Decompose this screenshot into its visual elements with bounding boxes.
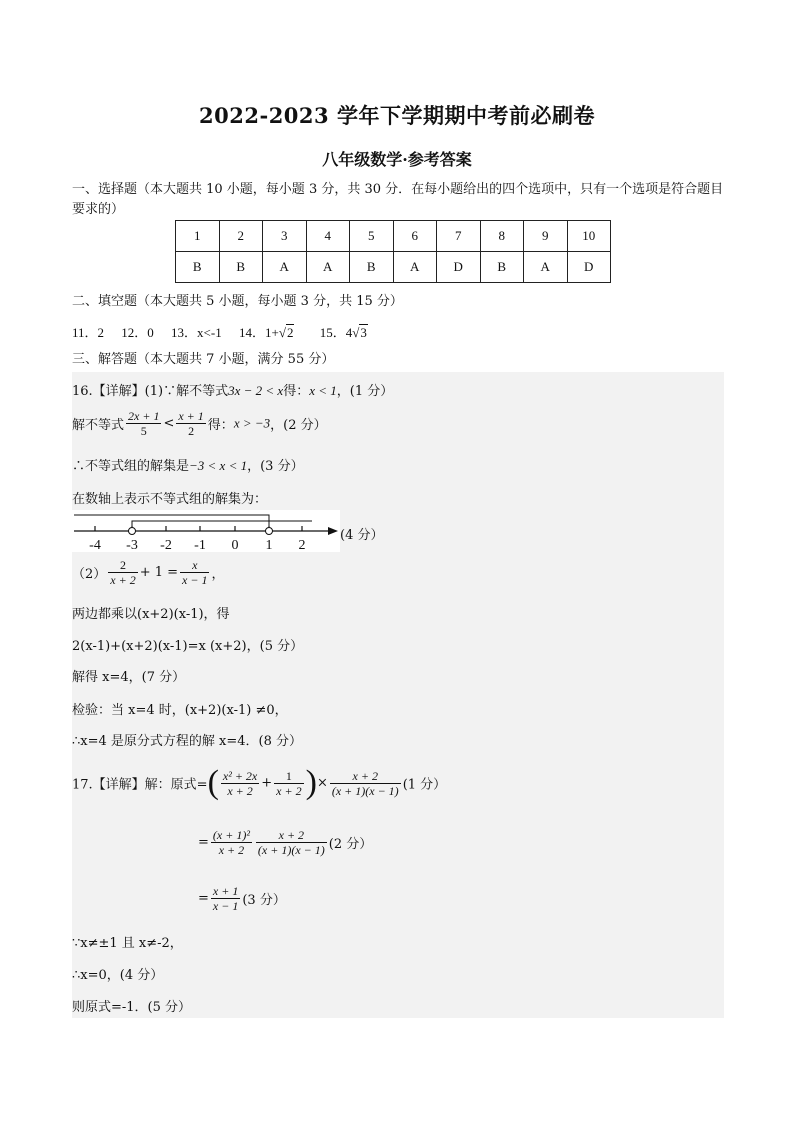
answer-12: 12．0 — [121, 325, 154, 340]
table-cell: 9 — [524, 221, 568, 252]
answer-13: 13．x<-1 — [171, 325, 222, 340]
table-cell: A — [393, 252, 437, 283]
number-line — [72, 510, 372, 552]
q16-line4: 在数轴上表示不等式组的解集为： — [72, 492, 268, 507]
q17-line4: ∵x≠±1 且 x≠-2， — [72, 936, 183, 951]
tick-label: 2 — [298, 538, 306, 552]
q16-line9: 解得 x=4，(7 分） — [72, 670, 186, 685]
tick-label: 1 — [265, 538, 273, 552]
page-title: 2022-2023 学年下学期期中考前必刷卷 — [199, 103, 595, 128]
table-cell: D — [437, 252, 481, 283]
section2-heading: 二、填空题（本大题共 5 小题，每小题 3 分，共 15 分） — [72, 294, 403, 309]
table-cell: 6 — [393, 221, 437, 252]
table-cell: A — [306, 252, 350, 283]
fill-in-answers — [72, 322, 396, 341]
table-cell: A — [524, 252, 568, 283]
tick-label: -3 — [126, 538, 138, 552]
answer-table-answer-row — [176, 252, 611, 283]
table-cell: B — [219, 252, 263, 283]
tick-label: -2 — [160, 538, 172, 552]
answer-table-number-row — [176, 221, 611, 252]
answer-11: 11．2 — [72, 325, 105, 340]
section1-heading: 一、选择题（本大题共 10 小题，每小题 3 分，共 30 分．在每小题给出的四个选项中，只有一个选项是符合题目要求的） — [72, 182, 724, 217]
table-cell: 10 — [567, 221, 611, 252]
table-cell: 8 — [480, 221, 524, 252]
page-subtitle: 八年级数学·参考答案 — [322, 150, 472, 169]
q17-line2: = $\frac{\text{(x + 1)²}}{x + 2}$ $\frac{x + 2}{(x + 1)(x - 1)}$ (2 分） — [198, 828, 373, 857]
q17-line1: 17.【详解】解：原式=( $\frac{\text{x² + 2x}}{x + 2}$ + $\frac{1}{x + 2}$ )× $\frac{x + 2}{(x + 1)(x - 1)}$ (1 分） — [72, 764, 447, 801]
table-cell: 3 — [263, 221, 307, 252]
q16-line7: 两边都乘以(x+2)(x-1)，得 — [72, 607, 230, 622]
table-cell: B — [176, 252, 220, 283]
q17-line3: = $\frac{x + 1}{x - 1}$ (3 分） — [198, 884, 286, 913]
q17-line6: 则原式=-1．(5 分） — [72, 1000, 192, 1015]
table-cell: 1 — [176, 221, 220, 252]
q16-line11: ∴x=4 是原分式方程的解 x=4．(8 分） — [72, 734, 303, 749]
tick-label: 0 — [231, 538, 239, 552]
table-cell: D — [567, 252, 611, 283]
tick-label: -1 — [194, 538, 206, 552]
table-cell: B — [480, 252, 524, 283]
q16-numberline-score: (4 分） — [340, 528, 384, 543]
q16-line2: 解不等式 $\frac{2x + 1}{5}$ < $\frac{x + 1}{2}$ 得：x > −3，(2 分） — [72, 409, 327, 438]
answer-14: 14．1+√2 — [238, 325, 294, 340]
q16-line8: 2(x-1)+(x+2)(x-1)=x (x+2)，(5 分） — [72, 639, 304, 654]
q16-line1: 16.【详解】(1)∵解不等式3x − 2 < x得：x < 1，(1 分） — [72, 383, 394, 399]
table-cell: A — [263, 252, 307, 283]
table-cell: 7 — [437, 221, 481, 252]
tick-label: -4 — [89, 538, 101, 552]
q17-line5: ∴x=0，(4 分） — [72, 968, 164, 983]
q16-line3: ∴不等式组的解集是−3 < x < 1，(3 分） — [72, 458, 304, 474]
q16-line6: （2） $\frac{2}{x + 2}$ + 1 = $\frac{x}{x - 1}$ ， — [72, 558, 225, 587]
table-cell: 4 — [306, 221, 350, 252]
table-cell: B — [350, 252, 394, 283]
q16-line10: 检验：当 x=4 时，(x+2)(x-1) ≠0， — [72, 703, 288, 718]
table-cell: 5 — [350, 221, 394, 252]
answer-table — [175, 220, 611, 283]
section3-heading: 三、解答题（本大题共 7 小题，满分 55 分） — [72, 352, 335, 367]
answer-15: 15．4√3 — [319, 325, 367, 340]
table-cell: 2 — [219, 221, 263, 252]
